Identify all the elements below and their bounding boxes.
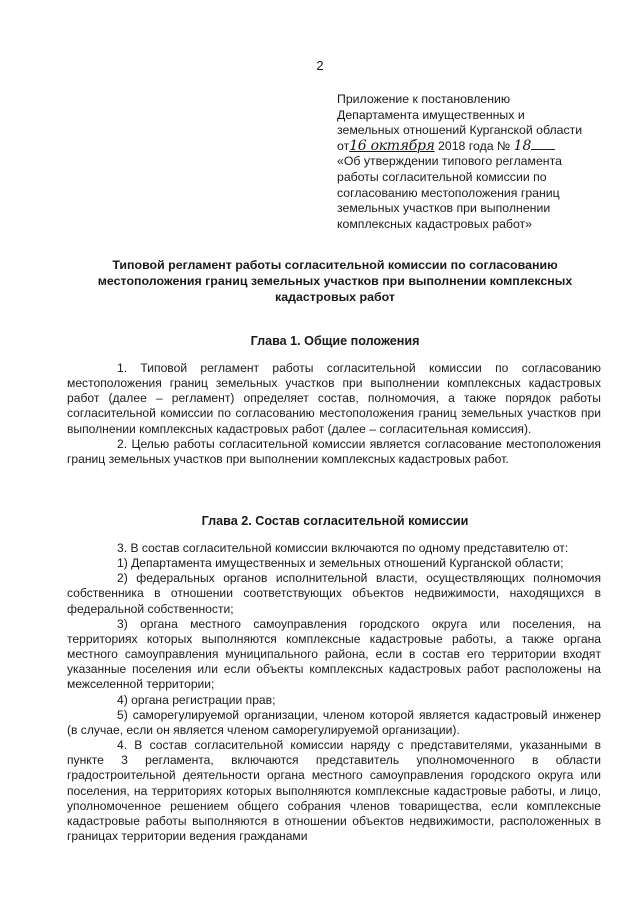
annex-line: комплексных кадастровых работ» [337, 216, 533, 231]
paragraph: 3. В состав согласительной комиссии включаются по одному представителю от: [117, 541, 569, 555]
annex-line: согласованию местоположения границ [337, 185, 560, 200]
document-title [60, 258, 610, 305]
annex-line: Приложение к постановлению [337, 92, 511, 106]
paragraph: 4. В состав согласительной комиссии наряду с представителями, указанными в пункте 3 регламента, включаются представитель уполномоченного в области градостроительной деятельности органа местного самоуправления городского округа или поселения, на территориях которых выполняются комплексные кадастровые работы, и лицо, уполномоченное решением общего собрания членов товарищества, если комплексные кадастровые работы выполняются в отношении объектов недвижимости, расположенных в границах территории ведения гражданами [67, 738, 601, 843]
annex-line: работы согласительной комиссии по [337, 169, 547, 184]
list-item: 2) федеральных органов исполнительной власти, осуществляющих полномочия собственника в отношении соответствующих объектов недвижимости, находящихся в федеральной собственности; [67, 571, 601, 616]
page-number: 2 [316, 58, 324, 73]
list-item: 1) Департамента имущественных и земельных отношений Курганской области; [117, 556, 564, 571]
handwritten-date: 16 октября [349, 137, 435, 154]
number-underline [531, 149, 555, 150]
chapter-1-heading: Глава 1. Общие положения [250, 334, 420, 348]
chapter-1-body [67, 361, 601, 467]
handwritten-number: 18 [513, 137, 532, 154]
chapter-2-heading: Глава 2. Состав согласительной комиссии [201, 514, 469, 528]
title-line: местоположения границ земельных участков при выполнении комплексных [97, 273, 573, 288]
annex-from-label: от [337, 138, 350, 153]
list-item: 4) органа регистрации прав; [117, 692, 276, 707]
annex-line: «Об утверждении типового регламента [337, 154, 562, 169]
paragraph: 2. Целью работы согласительной комиссии является согласование местоположения границ земельных участков при выполнении комплексных кадастровых работ. [67, 436, 601, 466]
title-line: кадастровых работ [275, 289, 395, 304]
annex-date-line [337, 139, 607, 155]
annex-year-text: 2018 года № [438, 138, 511, 153]
list-item: 3) органа местного самоуправления городского округа или поселения, на территориях которых выполняются комплексные кадастровые работы, а также органа местного самоуправления муниципального района, если в состав его территории входят указанные поселения или если объекты комплексных кадастровых работ расположены на межселенной территории; [67, 616, 601, 692]
title-line: Типовой регламент работы согласительной комиссии по согласованию [112, 258, 558, 272]
chapter-2-body [67, 541, 601, 844]
annex-block [337, 92, 607, 232]
annex-line: земельных отношений Курганской области [337, 123, 583, 138]
annex-line: земельных участков при выполнении [337, 201, 551, 216]
annex-line: Департамента имущественных и [337, 107, 525, 122]
list-item: 5) саморегулируемой организации, членом которой является кадастровый инженер (в случае, если он является членом саморегулируемой организации). [67, 707, 601, 737]
paragraph: 1. Типовой регламент работы согласительной комиссии по согласованию местоположения границ земельных участков при выполнении комплексных кадастровых работ (далее – регламент) определяет состав, полномочия, а также порядок работы согласительной комиссии по согласованию местоположения границ земельных участков при выполнении комплексных кадастровых работ (далее – согласительная комиссия). [67, 361, 601, 436]
